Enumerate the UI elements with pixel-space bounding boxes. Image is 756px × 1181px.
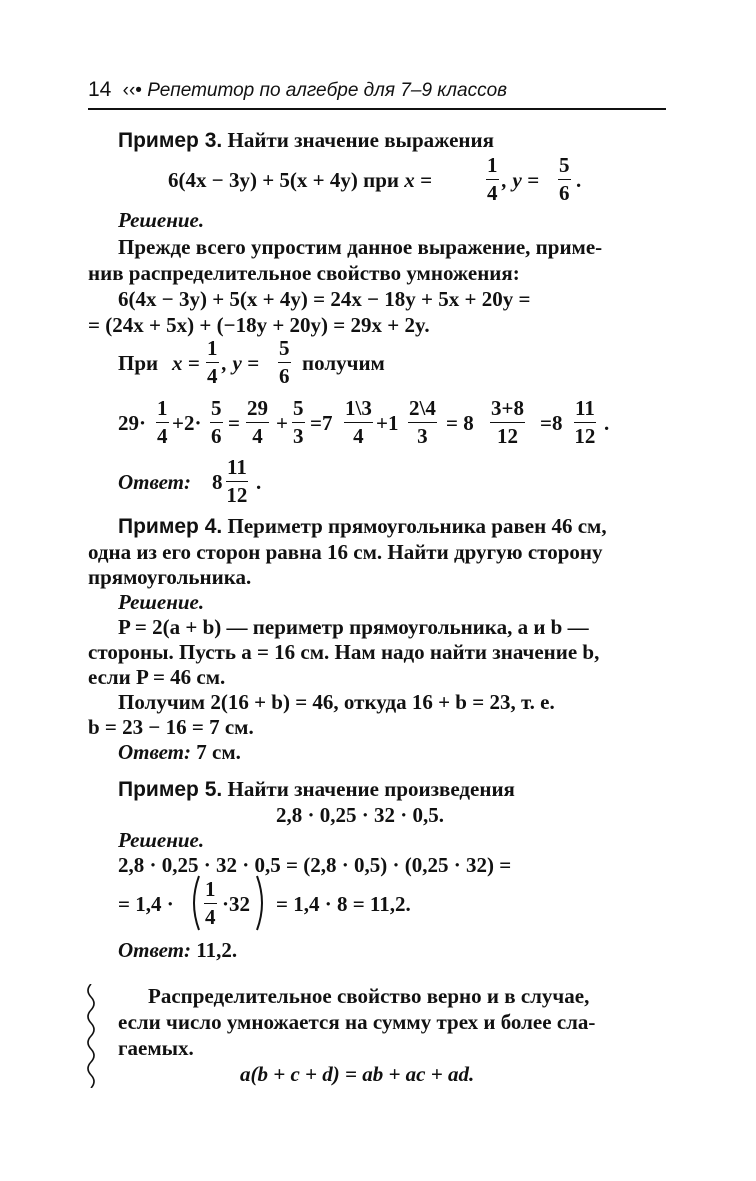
note-line1: Распределительное свойство верно и в случае, — [148, 984, 590, 1008]
frac-num: 5 — [278, 338, 291, 363]
frac-num: 1 — [206, 338, 219, 363]
example4-s2: стороны. Пусть a = 16 см. Нам надо найти значение b, — [88, 640, 600, 664]
frac-num: 29 — [246, 398, 269, 423]
frac-den: 4 — [353, 424, 364, 448]
frac-num: 11 — [226, 457, 248, 482]
example5-frac-tail: ·32 — [222, 892, 251, 916]
example3-expression — [168, 170, 432, 191]
calc-f8 — [574, 398, 596, 447]
example4-answer-label: Ответ: — [118, 740, 191, 764]
running-header — [88, 78, 507, 102]
calc-f4 — [292, 398, 305, 447]
header-rule — [88, 108, 666, 110]
example5-answer-value: 11,2. — [196, 938, 238, 962]
frac-den: 4 — [252, 424, 263, 448]
frac-num: 3+8 — [490, 398, 525, 423]
example5-eq1: 2,8 · 0,25 · 32 · 0,5 = (2,8 · 0,5) · (0,25 · 32) = — [118, 853, 512, 877]
example5-label: Пример 5. — [118, 778, 223, 801]
calc-f3 — [246, 398, 269, 447]
note-line3: гаемых. — [118, 1036, 194, 1060]
calc-t7: = 8 — [446, 411, 474, 435]
page-number: 14 — [88, 78, 112, 101]
note-formula: a(b + c + d) = ab + ac + ad. — [240, 1062, 475, 1086]
example4-line2: одна из его сторон равна 16 см. Найти другую сторону — [88, 540, 603, 564]
example4-answer-value: 7 см. — [196, 740, 241, 764]
frac-den: 12 — [574, 424, 596, 448]
example3-at-y-fraction — [278, 338, 291, 387]
frac-den: 12 — [496, 424, 518, 448]
calc-f5 — [344, 398, 373, 447]
example5-eq2-start: = 1,4 · — [118, 892, 174, 916]
example5-heading — [118, 779, 515, 800]
example3-dot: . — [576, 168, 582, 192]
frac-num: 1 — [204, 879, 217, 904]
example4-heading — [118, 516, 607, 537]
example5-task: Найти значение произведения — [227, 777, 515, 801]
example4-s1: P = 2(a + b) — периметр прямоугольника, a и b — — [118, 615, 589, 639]
frac-den: 4 — [487, 181, 498, 205]
frac-num: 2\4 — [408, 398, 437, 423]
header-mark: ‹‹• — [122, 80, 142, 101]
frac-num: 5 — [292, 398, 305, 423]
example3-answer-end: . — [256, 470, 262, 494]
calc-t4: + — [276, 411, 288, 435]
frac-num: 1 — [156, 398, 169, 423]
example3-at-x: x = — [172, 351, 200, 375]
example5-solution-label: Решение. — [118, 828, 205, 852]
example4-answer — [118, 742, 241, 763]
example5-eq2-end: = 1,4 · 8 = 11,2. — [276, 892, 411, 916]
book-title: Репетитор по алгебре для 7–9 классов — [147, 80, 508, 101]
example3-get-word: получим — [302, 351, 385, 375]
calc-f1 — [156, 398, 169, 447]
example3-answer-label: Ответ: — [118, 470, 191, 494]
example4-solution-label: Решение. — [118, 590, 205, 614]
calc-t2: +2· — [172, 411, 202, 435]
frac-den: 6 — [279, 364, 290, 388]
example3-at-x-fraction — [206, 338, 219, 387]
frac-num: 1\3 — [344, 398, 373, 423]
example3-y-fraction — [558, 155, 571, 204]
frac-den: 6 — [559, 181, 570, 205]
example4-s5: b = 23 − 16 = 7 см. — [88, 715, 254, 739]
example3-at-word: При — [118, 351, 159, 375]
example5-expr: 2,8 · 0,25 · 32 · 0,5. — [276, 803, 445, 827]
calc-f2 — [210, 398, 223, 447]
example3-eq1: 6(4x − 3y) + 5(x + 4y) = 24x − 18y + 5x + 20y = — [118, 287, 531, 311]
calc-t8: =8 — [540, 411, 563, 435]
example3-text2: нив распределительное свойство умножения: — [88, 261, 520, 285]
calc-t5: =7 — [310, 411, 333, 435]
calc-f6 — [408, 398, 437, 447]
frac-den: 3 — [293, 424, 304, 448]
example3-x-eq: x = — [404, 168, 432, 192]
example3-x-fraction — [486, 155, 499, 204]
right-paren-icon — [254, 874, 270, 932]
calc-t6: +1 — [376, 411, 399, 435]
frac-den: 4 — [157, 424, 168, 448]
example3-label: Пример 3. — [118, 129, 223, 152]
left-paren-icon — [186, 874, 202, 932]
frac-den: 4 — [207, 364, 218, 388]
example3-task: Найти значение выражения — [227, 128, 494, 152]
example4-label: Пример 4. — [118, 515, 223, 538]
wavy-margin-line-icon — [84, 984, 98, 1088]
frac-num: 1 — [486, 155, 499, 180]
example5-answer-label: Ответ: — [118, 938, 191, 962]
example3-heading — [118, 130, 494, 151]
example3-text1: Прежде всего упростим данное выражение, приме- — [118, 235, 603, 259]
example3-answer-whole: 8 — [212, 470, 223, 494]
example4-s4: Получим 2(16 + b) = 46, откуда 16 + b = 23, т. е. — [118, 690, 555, 714]
frac-num: 5 — [558, 155, 571, 180]
calc-t3: = — [228, 411, 240, 435]
calc-t9: . — [604, 411, 610, 435]
example4-line3: прямоугольника. — [88, 565, 252, 589]
example5-fraction — [204, 879, 217, 928]
example3-answer-fraction — [226, 457, 248, 506]
example4-s3: если P = 46 см. — [88, 665, 226, 689]
example3-at-y: , y = — [222, 351, 260, 375]
example4-line1: Периметр прямоугольника равен 46 см, — [227, 514, 607, 538]
calc-f7 — [490, 398, 525, 447]
frac-den: 12 — [226, 483, 248, 507]
example3-y-eq: , y = — [502, 168, 540, 192]
example5-answer — [118, 940, 237, 961]
frac-den: 3 — [417, 424, 428, 448]
frac-num: 5 — [210, 398, 223, 423]
frac-den: 4 — [205, 905, 216, 929]
frac-num: 11 — [574, 398, 596, 423]
example3-expr-text: 6(4x − 3y) + 5(x + 4y) при — [168, 168, 399, 192]
calc-t1: 29· — [118, 411, 147, 435]
example3-solution-label: Решение. — [118, 208, 205, 232]
note-line2: если число умножается на сумму трех и более сла- — [118, 1010, 596, 1034]
frac-den: 6 — [211, 424, 222, 448]
example3-eq2: = (24x + 5x) + (−18y + 20y) = 29x + 2y. — [88, 313, 430, 337]
